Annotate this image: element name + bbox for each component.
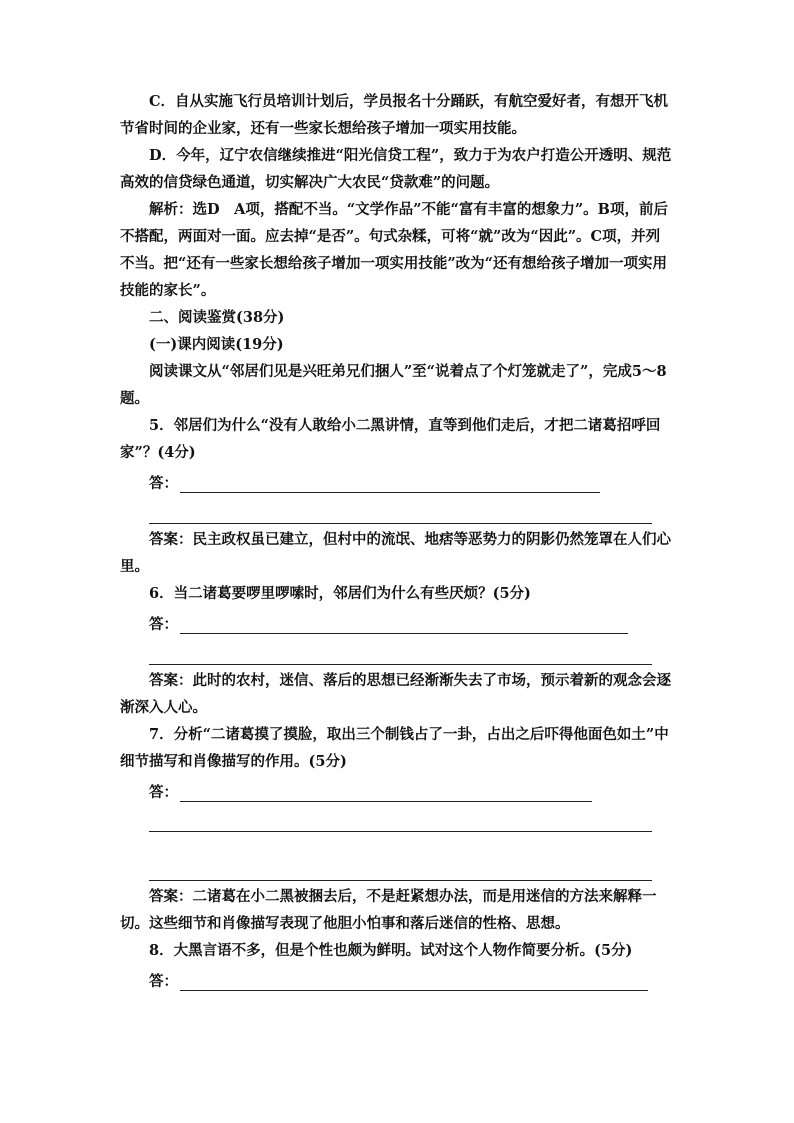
- answer-line[interactable]: [149, 634, 652, 665]
- section-title: 二、阅读鉴赏(38分): [149, 309, 285, 326]
- answer-line[interactable]: [149, 832, 652, 881]
- answer-6: 答案：此时的农村，迷信、落后的思想已经渐渐失去了市场，预示着新的观念会逐渐深入人心。: [120, 672, 671, 716]
- question-7: 7．分析“二诸葛摸了摸脸，取出三个制钱占了一卦，占出之后吓得他面色如土”中细节描写和肖像描写的作用。(5分): [120, 726, 669, 770]
- answer-line[interactable]: [180, 473, 600, 493]
- option-d: D．今年，辽宁农信继续推进“阳光信贷工程”，致力于为农户打造公开透明、规范高效的信贷绿色通道，切实解决广大农民“贷款难”的问题。: [120, 147, 672, 191]
- answer-line[interactable]: [149, 493, 652, 524]
- answer-line[interactable]: [149, 802, 652, 832]
- answer-row-5[interactable]: [149, 466, 674, 493]
- answer-line[interactable]: [180, 971, 648, 991]
- answer-label: 答：: [149, 475, 178, 492]
- answer-line[interactable]: [180, 614, 628, 634]
- answer-5: 答案：民主政权虽已建立，但村中的流氓、地痞等恶势力的阴影仍然笼罩在人们心里。: [120, 531, 671, 575]
- option-c: C．自从实施飞行员培训计划后，学员报名十分踊跃，有航空爱好者，有想开飞机节省时间的企业家，还有一些家长想给孩子增加一项实用技能。: [120, 93, 669, 137]
- answer-row-8[interactable]: [149, 964, 674, 991]
- answer-row-7[interactable]: [149, 775, 674, 802]
- question-8: 8．大黑言语不多，但是个性也颇为鲜明。试对这个人物作简要分析。(5分): [149, 942, 633, 959]
- subsection-title: (一)课内阅读(19分): [149, 336, 284, 353]
- answer-label: 答：: [149, 616, 178, 633]
- question-6: 6．当二诸葛要啰里啰嗦时，邻居们为什么有些厌烦？(5分): [149, 585, 531, 602]
- question-5: 5．邻居们为什么“没有人敢给小二黑讲情，直等到他们走后，才把二诸葛招呼回家”？(4分): [120, 417, 661, 461]
- answer-label: 答：: [149, 784, 178, 801]
- answer-7: 答案：二诸葛在小二黑被捆去后，不是赶紧想办法，而是用迷信的方法来解释一切。这些细节和肖像描写表现了他胆小怕事和落后迷信的性格、思想。: [120, 888, 657, 932]
- explanation: 解析：选D A项，搭配不当。“文学作品”不能“富有丰富的想象力”。B项，前后不搭配，两面对一面。应去掉“是否”。句式杂糅，可将“就”改为“因此”。C项，并列不当。把“还有一些家长想给孩子增加一项实用技能”改为“还有想给孩子增加一项实用技能的家长”。: [120, 201, 668, 299]
- answer-row-6[interactable]: [149, 607, 674, 634]
- answer-line[interactable]: [180, 782, 592, 802]
- reading-instructions: 阅读课文从“邻居们见是兴旺弟兄们捆人”至“说着点了个灯笼就走了”，完成5～8题。: [120, 363, 667, 407]
- answer-label: 答：: [149, 973, 178, 990]
